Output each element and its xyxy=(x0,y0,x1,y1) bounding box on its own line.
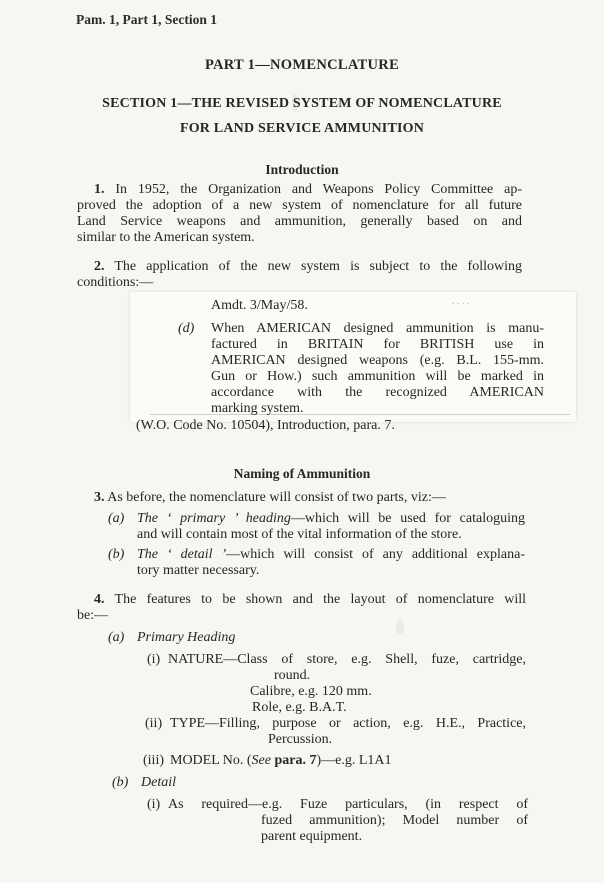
slip-bleed-through: . . . . xyxy=(452,296,470,307)
detail-term: The ‘ detail ’ xyxy=(137,547,227,562)
para3-text: As before, the nomenclature will consist of two parts, viz:— xyxy=(107,490,446,505)
detail-i-line2: fuzed ammunition); Model number of xyxy=(261,813,528,828)
para2-line1 xyxy=(94,259,522,275)
amendment-line6: marking system. xyxy=(211,401,304,416)
para3-a-line2: and will contain most of the vital information of the store. xyxy=(137,527,462,542)
item-i-line1: NATURE—Class of store, e.g. Shell, fuze, cartridge, xyxy=(168,652,526,667)
item-iii-line1 xyxy=(170,753,392,769)
item-i-role: Role, e.g. B.A.T. xyxy=(252,700,347,715)
part-title: PART 1—NOMENCLATURE xyxy=(204,57,400,73)
item-i-marker: (i) xyxy=(147,652,161,667)
para7-reference: para. 7 xyxy=(274,753,317,768)
introduction-heading: Introduction xyxy=(265,162,339,177)
primary-heading-term: The ‘ primary ’ heading xyxy=(137,511,291,526)
amendment-line5: accordance with the recognized AMERICAN xyxy=(211,385,544,400)
amendment-marker: (d) xyxy=(178,321,195,336)
para4-number: 4. xyxy=(94,592,105,607)
model-example: )—e.g. L1A1 xyxy=(316,753,392,768)
para4-line1 xyxy=(94,592,526,608)
para2-text: The application of the new system is subject to the following xyxy=(114,259,522,274)
scan-smudge xyxy=(396,620,404,634)
detail-i-marker: (i) xyxy=(147,797,161,812)
amendment-line3: AMERICAN designed weapons (e.g. B.L. 155-mm. xyxy=(211,353,544,368)
item-ii-marker: (ii) xyxy=(145,716,163,731)
amendment-line4: Gun or How.) such ammunition will be marked in xyxy=(211,369,544,384)
wo-code-reference: (W.O. Code No. 10504), Introduction, para. 7. xyxy=(136,418,395,433)
para3-line1 xyxy=(94,490,446,506)
para1-line4: similar to the American system. xyxy=(77,230,255,245)
para3-a-line1 xyxy=(137,511,525,527)
primary-heading-label: Primary Heading xyxy=(137,630,236,645)
para4-a-marker: (a) xyxy=(108,630,125,645)
para3-number: 3. xyxy=(94,490,105,505)
detail-label: Detail xyxy=(141,775,176,790)
para2-number: 2. xyxy=(94,259,105,274)
para1-line2: proved the adoption of a new system of nomenclature for all future xyxy=(77,198,522,213)
para1-text: In 1952, the Organization and Weapons Policy Committee ap- xyxy=(115,182,522,197)
para2-line2: conditions:— xyxy=(77,275,154,290)
para4-text: The features to be shown and the layout of nomenclature will xyxy=(114,592,526,607)
section-title-line1: SECTION 1—THE REVISED SYSTEM OF NOMENCLATURE xyxy=(102,96,502,111)
section-title-line2: FOR LAND SERVICE AMMUNITION xyxy=(179,121,425,136)
detail-i-line3: parent equipment. xyxy=(261,829,363,844)
amendment-line2: factured in BRITAIN for BRITISH use in xyxy=(211,337,544,352)
see-reference: See xyxy=(251,753,271,768)
amendment-line1: When AMERICAN designed ammunition is manu- xyxy=(211,321,544,336)
page-header: Pam. 1, Part 1, Section 1 xyxy=(76,12,217,27)
para1-line3: Land Service weapons and ammunition, generally based on and xyxy=(77,214,522,229)
para1-line1 xyxy=(94,182,522,198)
detail-i-line1: As required—e.g. Fuze particulars, (in respect of xyxy=(168,797,528,812)
para3-a-marker: (a) xyxy=(108,511,125,526)
para4-b-marker: (b) xyxy=(112,775,129,790)
para3-b-marker: (b) xyxy=(108,547,125,562)
para4-line2: be:— xyxy=(77,608,109,623)
item-ii-line2: Percussion. xyxy=(268,732,333,747)
para3-b-line1 xyxy=(137,547,525,563)
para3-a-text: —which will be used for cataloguing xyxy=(290,511,525,526)
para3-b-line2: tory matter necessary. xyxy=(137,563,260,578)
item-i-line2: round. xyxy=(274,668,311,683)
item-ii-line1: TYPE—Filling, purpose or action, e.g. H.E., Practice, xyxy=(170,716,526,731)
amendment-stamp: Amdt. 3/May/58. xyxy=(211,298,308,313)
naming-heading: Naming of Ammunition xyxy=(233,466,371,481)
item-i-calibre: Calibre, e.g. 120 mm. xyxy=(250,684,372,699)
model-no-text: MODEL No. ( xyxy=(170,753,252,768)
item-iii-marker: (iii) xyxy=(143,753,164,768)
para1-number: 1. xyxy=(94,182,105,197)
para3-b-text: —which will consist of any additional explana- xyxy=(226,547,525,562)
